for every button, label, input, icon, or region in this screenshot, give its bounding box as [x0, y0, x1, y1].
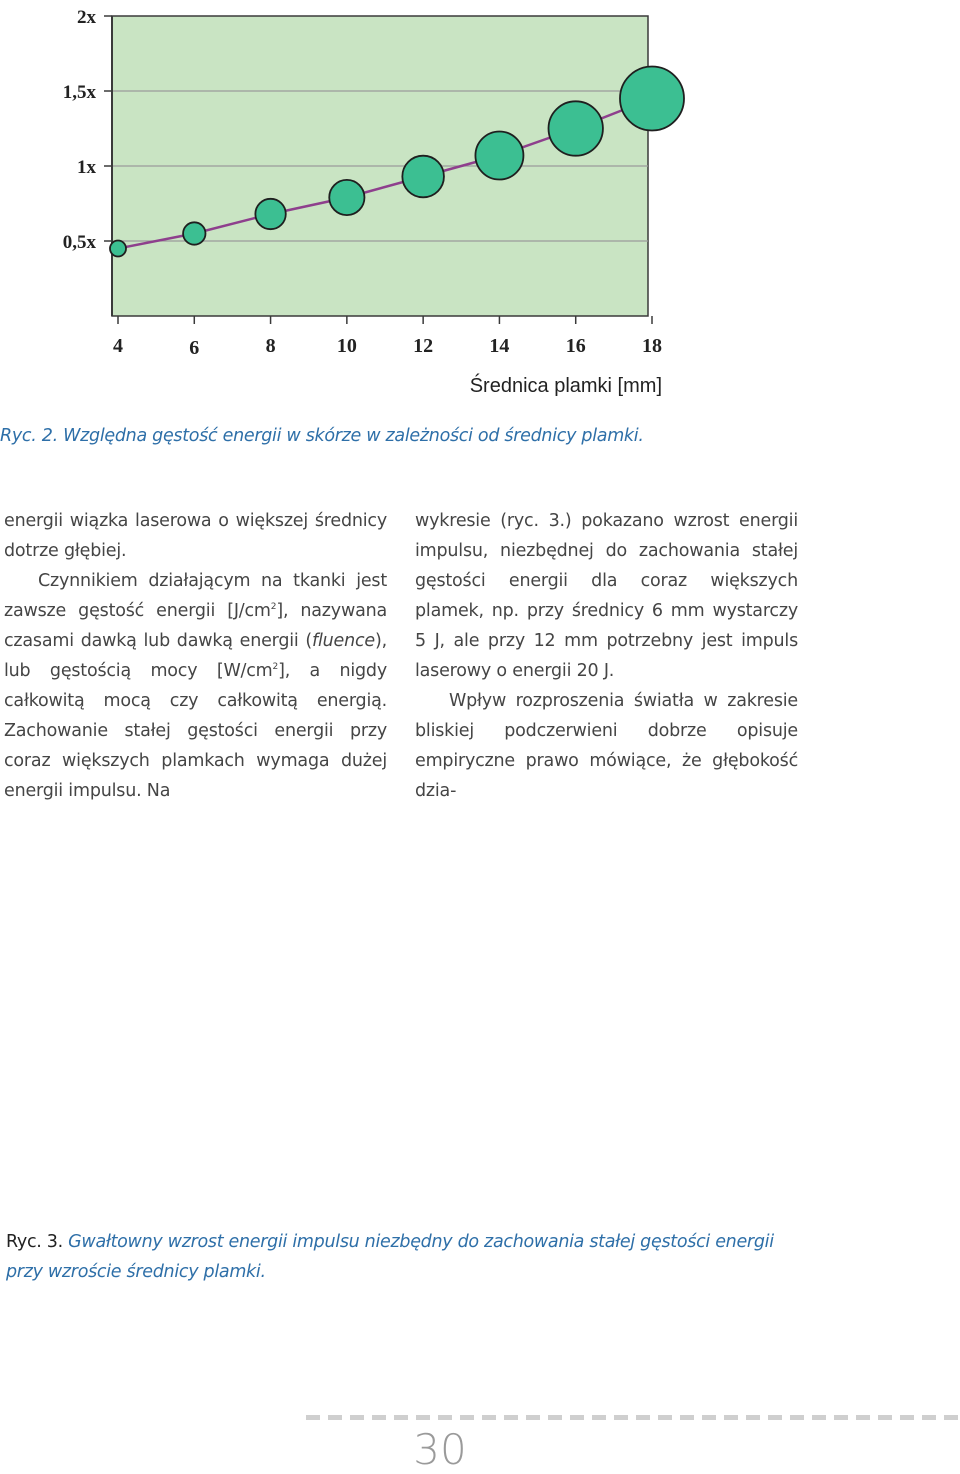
right-paragraph-2: Wpływ rozproszenia światła w zakresie bliskiej podczerwieni dobrze opisuje empiryczne prawo mówiące, że głębokość dzia- — [415, 691, 798, 801]
data-point — [620, 67, 684, 131]
left-paragraph-2 — [4, 566, 387, 806]
y-tick-labels — [63, 7, 112, 253]
data-point — [110, 241, 126, 257]
x-tick-label: 12 — [413, 335, 434, 357]
diameter-chart — [0, 0, 700, 410]
x-tick-label: 4 — [113, 335, 123, 357]
y-tick-label: 1x — [77, 157, 96, 178]
figure3-caption — [6, 1227, 806, 1287]
x-tick-label: 10 — [336, 335, 357, 357]
data-point — [183, 222, 205, 244]
x-tick-label: 8 — [265, 335, 276, 357]
x-tick-label: 16 — [565, 335, 586, 357]
figure2-caption — [0, 426, 644, 446]
y-tick-label: 1,5x — [62, 82, 96, 103]
data-point — [329, 180, 364, 215]
left-text-column — [4, 506, 387, 806]
right-text-column — [415, 506, 798, 806]
data-point — [549, 101, 603, 155]
left-p2-text-c: ), lub gęstością mocy [W/cm — [4, 631, 387, 681]
x-axis-label: Średnica plamki [mm] — [469, 375, 662, 397]
x-tick-label: 18 — [642, 335, 662, 357]
figure2-caption-text: Względna gęstość energii w skórze w zależności od średnicy plamki. — [63, 426, 644, 446]
footer-dashed-rule — [306, 1415, 960, 1420]
superscript: 2 — [272, 662, 279, 673]
y-tick-label: 2x — [77, 7, 96, 28]
superscript: 2 — [270, 602, 277, 613]
x-tick-label: 14 — [489, 335, 510, 357]
data-point — [402, 156, 444, 198]
left-p2-text-d: ], a nigdy całkowitą mocą czy całkowitą energią. Zachowanie stałej gęstości energii przy coraz większych plamkach wymaga dużej energii impulsu. Na — [4, 661, 387, 801]
figure3-caption-label: Ryc. 3. — [6, 1232, 63, 1252]
x-tick-label: 6 — [189, 337, 200, 359]
fluence-term: fluence — [312, 631, 375, 651]
left-p2-text-a: Czynnikiem działającym na tkanki jest zawsze gęstość energii [J/cm — [4, 571, 387, 621]
y-tick-label: 0,5x — [62, 232, 96, 253]
left-paragraph-1: energii wiązka laserowa o większej średnicy dotrze głębiej. — [4, 511, 387, 561]
data-point — [255, 199, 285, 229]
left-p2-text-b: ], nazywana czasami dawką lub dawką energii ( — [4, 601, 388, 651]
data-point — [475, 132, 523, 180]
figure3-caption-text: Gwałtowny wzrost energii impulsu niezbędny do zachowania stałej gęstości energii przy wzroście średnicy plamki. — [6, 1232, 774, 1282]
page-number: 30 — [413, 1425, 467, 1474]
right-paragraph-1: wykresie (ryc. 3.) pokazano wzrost energii impulsu, niezbędnej do zachowania stałej gęstości energii dla coraz większych plamek, np. przy średnicy 6 mm wystarczy 5 J, ale przy 12 mm potrzebny jest impuls laserowy o energii 20 J. — [415, 511, 798, 681]
figure2-caption-label: Ryc. 2. — [0, 426, 58, 446]
x-tick-labels — [113, 316, 662, 359]
